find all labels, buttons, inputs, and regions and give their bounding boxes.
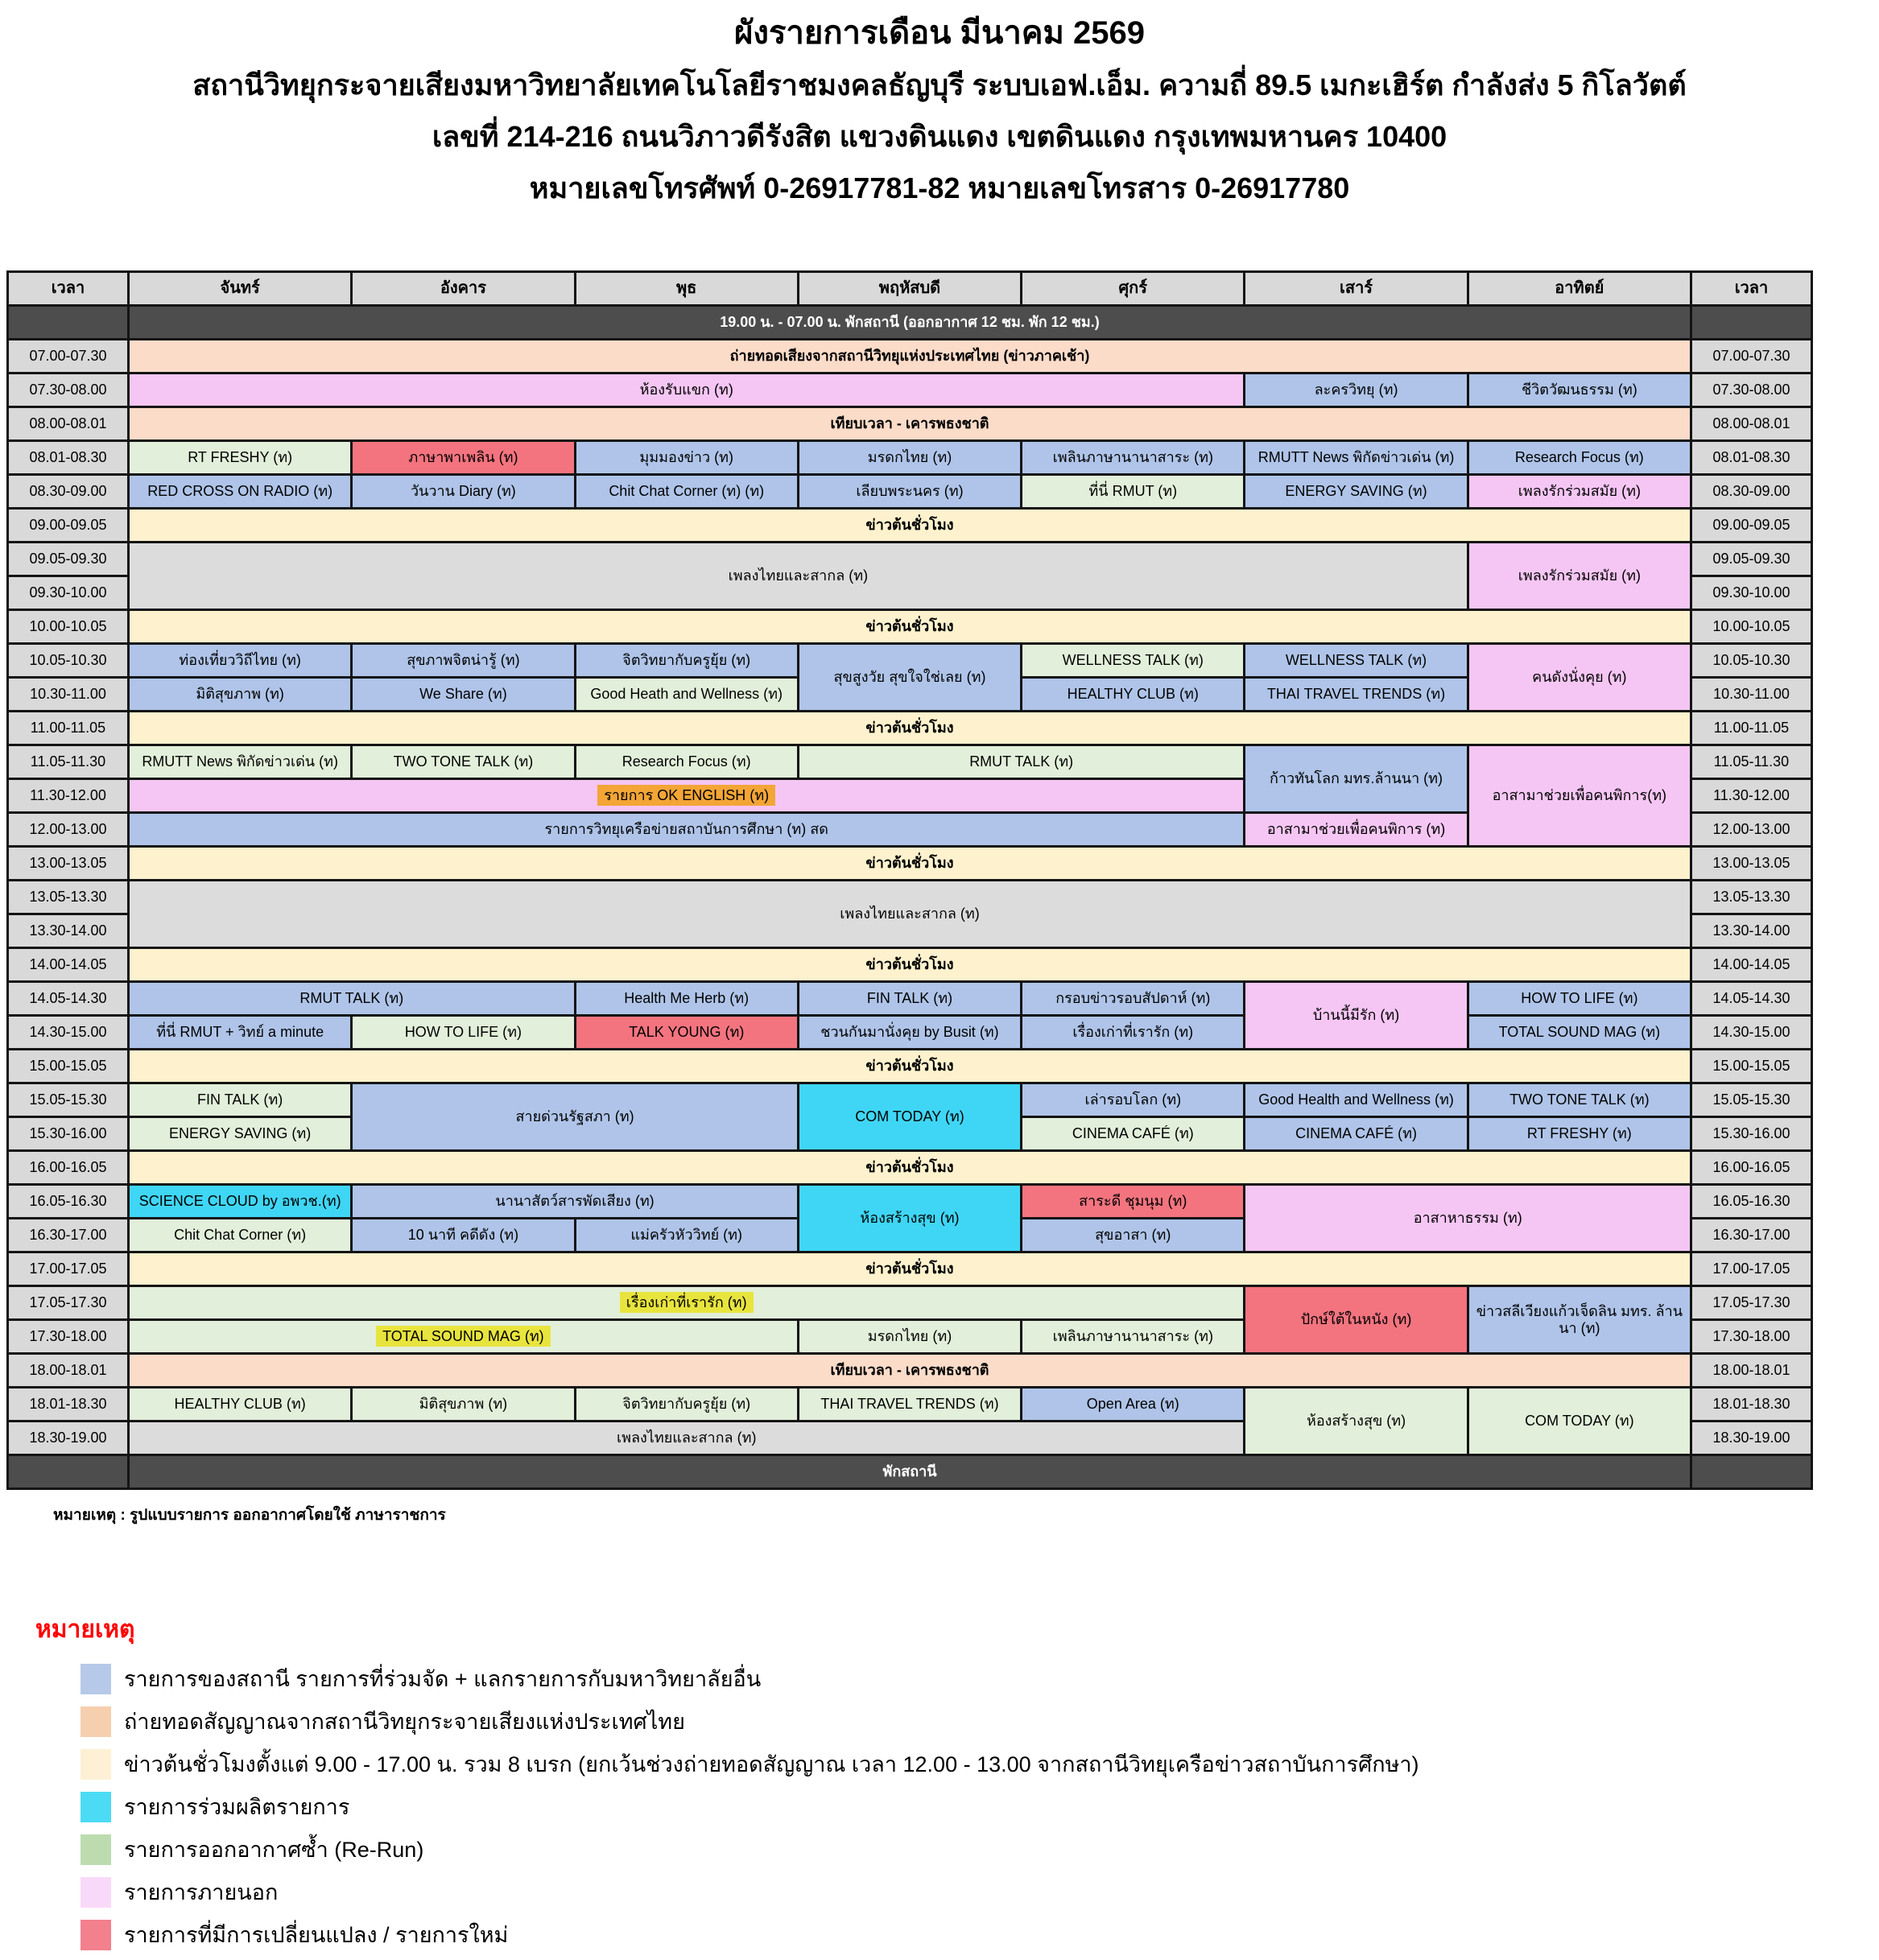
program-cell: Research Focus (ท): [575, 745, 798, 779]
column-header-time: เวลา: [8, 272, 129, 306]
column-header-day: ศุกร์: [1022, 272, 1245, 306]
program-cell: เพลงรักร่วมสมัย (ท): [1468, 543, 1691, 610]
legend-item: [81, 1789, 1879, 1824]
program-cell: เพลงไทยและสากล (ท): [129, 1422, 1245, 1455]
program-cell: พักสถานี: [129, 1455, 1691, 1489]
program-cell: มรดกไทย (ท): [798, 1320, 1021, 1354]
time-cell-left: 10.00-10.05: [8, 610, 129, 644]
legend-items: [35, 1661, 1879, 1952]
program-cell: TWO TONE TALK (ท): [1468, 1083, 1691, 1117]
program-cell: เพลงไทยและสากล (ท): [129, 543, 1468, 610]
time-cell-right: [1691, 306, 1812, 340]
highlighted-program-title: เรื่องเก่าที่เรารัก (ท): [620, 1292, 754, 1313]
program-cell: RT FRESHY (ท): [129, 441, 352, 475]
time-cell-right: 07.00-07.30: [1691, 340, 1812, 373]
program-cell: บ้านนี้มีรัก (ท): [1245, 982, 1468, 1050]
program-cell: 10 นาที คดีดัง (ท): [352, 1219, 575, 1252]
program-cell: เทียบเวลา - เคารพธงชาติ: [129, 1354, 1691, 1388]
time-cell-right: 14.30-15.00: [1691, 1016, 1812, 1050]
program-cell: ห้องรับแขก (ท): [129, 373, 1245, 407]
time-cell-right: 17.00-17.05: [1691, 1252, 1812, 1286]
time-cell-left: 17.30-18.00: [8, 1320, 129, 1354]
time-cell-left: 08.30-09.00: [8, 475, 129, 509]
legend: [35, 1611, 1879, 1952]
column-header-day: อังคาร: [352, 272, 575, 306]
column-header-day: อาทิตย์: [1468, 272, 1691, 306]
highlighted-program-title: TOTAL SOUND MAG (ท): [376, 1326, 551, 1347]
program-cell: ข่าวต้นชั่วโมง: [129, 1151, 1691, 1185]
schedule-body: [8, 306, 1812, 1489]
program-cell: Chit Chat Corner (ท) (ท): [575, 475, 798, 509]
time-cell-right: 11.05-11.30: [1691, 745, 1812, 779]
program-cell: Good Heath and Wellness (ท): [575, 678, 798, 712]
time-cell-right: 14.05-14.30: [1691, 982, 1812, 1016]
legend-color-swatch: [81, 1920, 111, 1950]
program-cell: COM TODAY (ท): [798, 1083, 1021, 1151]
legend-item: [81, 1747, 1879, 1781]
time-cell-right: 12.00-13.00: [1691, 813, 1812, 847]
program-cell: ชีวิตวัฒนธรรม (ท): [1468, 373, 1691, 407]
time-cell-left: 09.30-10.00: [8, 576, 129, 610]
time-cell-right: 15.05-15.30: [1691, 1083, 1812, 1117]
program-cell: ที่นี่ RMUT + วิทย์ a minute: [129, 1016, 352, 1050]
time-cell-left: 14.30-15.00: [8, 1016, 129, 1050]
program-cell: กรอบข่าวรอบสัปดาห์ (ท): [1022, 982, 1245, 1016]
time-cell-right: 16.00-16.05: [1691, 1151, 1812, 1185]
program-cell: ENERGY SAVING (ท): [129, 1117, 352, 1151]
program-cell: เทียบเวลา - เคารพธงชาติ: [129, 407, 1691, 441]
legend-item: [81, 1704, 1879, 1739]
program-cell: ก้าวทันโลก มทร.ล้านนา (ท): [1245, 745, 1468, 813]
time-cell-right: 09.00-09.05: [1691, 509, 1812, 543]
column-header-time: เวลา: [1691, 272, 1812, 306]
time-cell-right: 18.01-18.30: [1691, 1388, 1812, 1422]
time-cell-right: 10.30-11.00: [1691, 678, 1812, 712]
time-cell-right: 14.00-14.05: [1691, 948, 1812, 982]
program-cell: สุขภาพจิตน่ารู้ (ท): [352, 644, 575, 678]
station-phone-line: หมายเลขโทรศัพท์ 0-26917781-82 หมายเลขโทรสาร 0-26917780: [529, 171, 1350, 204]
program-cell: อาสามาช่วยเพื่อคนพิการ(ท): [1468, 745, 1691, 847]
time-cell-right: 13.00-13.05: [1691, 847, 1812, 881]
program-cell: RED CROSS ON RADIO (ท): [129, 475, 352, 509]
program-cell: ละครวิทยุ (ท): [1245, 373, 1468, 407]
time-cell-right: 10.05-10.30: [1691, 644, 1812, 678]
time-cell-right: 16.05-16.30: [1691, 1185, 1812, 1219]
time-cell-right: 08.00-08.01: [1691, 407, 1812, 441]
program-cell: Chit Chat Corner (ท): [129, 1219, 352, 1252]
program-cell: ถ่ายทอดเสียงจากสถานีวิทยุแห่งประเทศไทย (ข่าวภาคเช้า): [129, 340, 1691, 373]
program-cell: สุขสูงวัย สุขใจใช่เลย (ท): [798, 644, 1021, 712]
legend-color-swatch: [81, 1706, 111, 1737]
program-cell: ห้องสร้างสุข (ท): [798, 1185, 1021, 1252]
time-cell-left: 11.05-11.30: [8, 745, 129, 779]
program-cell: ห้องสร้างสุข (ท): [1245, 1388, 1468, 1455]
program-cell: เพลงไทยและสากล (ท): [129, 881, 1691, 948]
program-cell: FIN TALK (ท): [798, 982, 1021, 1016]
program-cell: HEALTHY CLUB (ท): [129, 1388, 352, 1422]
time-cell-left: 09.05-09.30: [8, 543, 129, 576]
column-header-day: เสาร์: [1245, 272, 1468, 306]
program-cell: สาระดี ชุมนุม (ท): [1022, 1185, 1245, 1219]
legend-label: ถ่ายทอดสัญญาณจากสถานีวิทยุกระจายเสียงแห่งประเทศไทย: [124, 1710, 685, 1734]
time-cell-left: 13.00-13.05: [8, 847, 129, 881]
legend-label: รายการของสถานี รายการที่ร่วมจัด + แลกรายการกับมหาวิทยาลัยอื่น: [124, 1667, 762, 1691]
time-cell-left: 10.30-11.00: [8, 678, 129, 712]
legend-item: [81, 1832, 1879, 1867]
time-cell-right: 09.05-09.30: [1691, 543, 1812, 576]
program-cell: We Share (ท): [352, 678, 575, 712]
program-cell: ข่าวต้นชั่วโมง: [129, 1252, 1691, 1286]
program-cell: แม่ครัวหัววิทย์ (ท): [575, 1219, 798, 1252]
legend-label: รายการภายนอก: [124, 1880, 279, 1904]
program-cell: HOW TO LIFE (ท): [1468, 982, 1691, 1016]
station-address-line: เลขที่ 214-216 ถนนวิภาวดีรังสิต แขวงดินแดง เขตดินแดง กรุงเทพมหานคร 10400: [432, 120, 1447, 153]
program-cell: เล่ารอบโลก (ท): [1022, 1083, 1245, 1117]
program-cell: รายการวิทยุเครือข่ายสถาบันการศึกษา (ท) สด: [129, 813, 1245, 847]
program-cell: ENERGY SAVING (ท): [1245, 475, 1468, 509]
time-cell-left: 18.30-19.00: [8, 1422, 129, 1455]
program-cell: ข่าวต้นชั่วโมง: [129, 847, 1691, 881]
schedule-head: [8, 272, 1812, 306]
program-cell: COM TODAY (ท): [1468, 1388, 1691, 1455]
program-cell: เรื่องเก่าที่เรารัก (ท): [1022, 1016, 1245, 1050]
time-cell-left: 16.00-16.05: [8, 1151, 129, 1185]
program-cell: นานาสัตว์สารพัดเสียง (ท): [352, 1185, 799, 1219]
time-cell-right: 15.00-15.05: [1691, 1050, 1812, 1083]
program-cell: จิตวิทยากับครูยุ้ย (ท): [575, 644, 798, 678]
program-cell: สุขอาสา (ท): [1022, 1219, 1245, 1252]
time-cell-left: 17.05-17.30: [8, 1286, 129, 1320]
time-cell-left: 08.01-08.30: [8, 441, 129, 475]
time-cell-left: [8, 1455, 129, 1489]
program-cell: FIN TALK (ท): [129, 1083, 352, 1117]
time-cell-right: 16.30-17.00: [1691, 1219, 1812, 1252]
program-cell: 19.00 น. - 07.00 น. พักสถานี (ออกอากาศ 12 ชม. พัก 12 ชม.): [129, 306, 1691, 340]
program-cell: CINEMA CAFÉ (ท): [1022, 1117, 1245, 1151]
time-cell-right: 08.01-08.30: [1691, 441, 1812, 475]
time-cell-left: 08.00-08.01: [8, 407, 129, 441]
program-cell: ข่าวต้นชั่วโมง: [129, 712, 1691, 745]
program-cell: TWO TONE TALK (ท): [352, 745, 575, 779]
program-cell: เพลงรักร่วมสมัย (ท): [1468, 475, 1691, 509]
program-cell: มุมมองข่าว (ท): [575, 441, 798, 475]
program-cell: TOTAL SOUND MAG (ท): [1468, 1016, 1691, 1050]
program-cell: มิติสุขภาพ (ท): [129, 678, 352, 712]
program-cell: อาสาหาธรรม (ท): [1245, 1185, 1691, 1252]
table-footnote: หมายเหตุ : รูปแบบรายการ ออกอากาศโดยใช้ ภาษาราชการ: [53, 1507, 446, 1524]
program-cell: CINEMA CAFÉ (ท): [1245, 1117, 1468, 1151]
legend-label: รายการที่มีการเปลี่ยนแปลง / รายการใหม่: [124, 1923, 509, 1947]
program-cell: ข่าวต้นชั่วโมง: [129, 948, 1691, 982]
program-cell: คนดังนั่งคุย (ท): [1468, 644, 1691, 712]
legend-item: [81, 1661, 1879, 1696]
column-header-day: พฤหัสบดี: [798, 272, 1021, 306]
legend-color-swatch: [81, 1792, 111, 1822]
program-cell: [129, 779, 1245, 813]
time-cell-left: 07.30-08.00: [8, 373, 129, 407]
legend-label: ข่าวต้นชั่วโมงตั้งแต่ 9.00 - 17.00 น. รวม 8 เบรก (ยกเว้นช่วงถ่ายทอดสัญญาณ เวลา 12.00 - 13.00 จากสถานีวิทยุเครือข่าวสถาบันการศึกษา): [124, 1752, 1419, 1776]
time-cell-right: 17.05-17.30: [1691, 1286, 1812, 1320]
time-cell-right: 17.30-18.00: [1691, 1320, 1812, 1354]
program-cell: จิตวิทยากับครูยุ้ย (ท): [575, 1388, 798, 1422]
time-cell-left: 11.30-12.00: [8, 779, 129, 813]
program-cell: THAI TRAVEL TRENDS (ท): [798, 1388, 1021, 1422]
program-cell: ข่าวต้นชั่วโมง: [129, 610, 1691, 644]
time-cell-left: 11.00-11.05: [8, 712, 129, 745]
time-cell-right: 10.00-10.05: [1691, 610, 1812, 644]
program-cell: HEALTHY CLUB (ท): [1022, 678, 1245, 712]
station-name-line: สถานีวิทยุกระจายเสียงมหาวิทยาลัยเทคโนโลยีราชมงคลธัญบุรี ระบบเอฟ.เอ็ม. ความถี่ 89.5 เมกะเฮิร์ต กำลังส่ง 5 กิโลวัตต์: [192, 68, 1687, 101]
time-cell-right: 08.30-09.00: [1691, 475, 1812, 509]
time-cell-left: 10.05-10.30: [8, 644, 129, 678]
time-cell-left: 15.00-15.05: [8, 1050, 129, 1083]
time-cell-left: 13.30-14.00: [8, 914, 129, 948]
time-cell-left: 18.01-18.30: [8, 1388, 129, 1422]
program-cell: RT FRESHY (ท): [1468, 1117, 1691, 1151]
program-cell: ข่าวต้นชั่วโมง: [129, 1050, 1691, 1083]
time-cell-left: 09.00-09.05: [8, 509, 129, 543]
time-cell-right: 11.00-11.05: [1691, 712, 1812, 745]
column-header-day: พุธ: [575, 272, 798, 306]
program-cell: HOW TO LIFE (ท): [352, 1016, 575, 1050]
program-cell: ข่าวต้นชั่วโมง: [129, 509, 1691, 543]
legend-label: รายการร่วมผลิตรายการ: [124, 1795, 350, 1819]
time-cell-left: 07.00-07.30: [8, 340, 129, 373]
column-header-day: จันทร์: [129, 272, 352, 306]
time-cell-left: 15.05-15.30: [8, 1083, 129, 1117]
time-cell-left: 14.05-14.30: [8, 982, 129, 1016]
program-cell: WELLNESS TALK (ท): [1022, 644, 1245, 678]
time-cell-left: 14.00-14.05: [8, 948, 129, 982]
program-cell: ปักษ์ใต้ในหนัง (ท): [1245, 1286, 1468, 1354]
time-cell-left: 18.00-18.01: [8, 1354, 129, 1388]
program-cell: TALK YOUNG (ท): [575, 1016, 798, 1050]
time-cell-right: 11.30-12.00: [1691, 779, 1812, 813]
highlighted-program-title: รายการ OK ENGLISH (ท): [597, 785, 775, 806]
time-cell-left: [8, 306, 129, 340]
program-cell: Open Area (ท): [1022, 1388, 1245, 1422]
legend-color-swatch: [81, 1749, 111, 1780]
program-cell: มรดกไทย (ท): [798, 441, 1021, 475]
legend-label: รายการออกอากาศซ้ำ (Re-Run): [124, 1838, 424, 1862]
program-cell: Health Me Herb (ท): [575, 982, 798, 1016]
time-cell-left: 16.30-17.00: [8, 1219, 129, 1252]
program-cell: ท่องเที่ยววิถีไทย (ท): [129, 644, 352, 678]
page-title: ผังรายการเดือน มีนาคม 2569: [733, 15, 1146, 51]
program-cell: [129, 1320, 799, 1354]
time-cell-left: 13.05-13.30: [8, 881, 129, 914]
time-cell-right: 09.30-10.00: [1691, 576, 1812, 610]
program-cell: RMUTT News พิกัดข่าวเด่น (ท): [1245, 441, 1468, 475]
program-cell: RMUT TALK (ท): [798, 745, 1245, 779]
program-cell: ภาษาพาเพลิน (ท): [352, 441, 575, 475]
program-cell: เพลินภาษานานาสาระ (ท): [1022, 1320, 1245, 1354]
time-cell-right: [1691, 1455, 1812, 1489]
time-cell-right: 18.00-18.01: [1691, 1354, 1812, 1388]
program-cell: อาสามาช่วยเพื่อคนพิการ (ท): [1245, 813, 1468, 847]
program-cell: ข่าวสลีเวียงแก้วเจ็ดลิน มทร. ล้านนา (ท): [1468, 1286, 1691, 1354]
time-cell-left: 15.30-16.00: [8, 1117, 129, 1151]
time-cell-left: 12.00-13.00: [8, 813, 129, 847]
program-cell: RMUTT News พิกัดข่าวเด่น (ท): [129, 745, 352, 779]
schedule-table: [6, 270, 1813, 1490]
program-cell: SCIENCE CLOUD by อพวช.(ท): [129, 1185, 352, 1219]
time-cell-right: 13.05-13.30: [1691, 881, 1812, 914]
time-cell-left: 16.05-16.30: [8, 1185, 129, 1219]
legend-item: [81, 1917, 1879, 1952]
program-cell: RMUT TALK (ท): [129, 982, 576, 1016]
program-cell: [129, 1286, 1245, 1320]
program-cell: Good Health and Wellness (ท): [1245, 1083, 1468, 1117]
legend-color-swatch: [81, 1664, 111, 1694]
program-cell: เลียบพระนคร (ท): [798, 475, 1021, 509]
time-cell-right: 15.30-16.00: [1691, 1117, 1812, 1151]
program-cell: มิติสุขภาพ (ท): [352, 1388, 575, 1422]
program-cell: สายด่วนรัฐสภา (ท): [352, 1083, 799, 1151]
legend-item: [81, 1875, 1879, 1909]
page-header: [0, 0, 1879, 214]
program-cell: เพลินภาษานานาสาระ (ท): [1022, 441, 1245, 475]
program-cell: ที่นี่ RMUT (ท): [1022, 475, 1245, 509]
program-cell: THAI TRAVEL TRENDS (ท): [1245, 678, 1468, 712]
program-cell: วันวาน Diary (ท): [352, 475, 575, 509]
time-cell-right: 18.30-19.00: [1691, 1422, 1812, 1455]
program-cell: Research Focus (ท): [1468, 441, 1691, 475]
time-cell-right: 13.30-14.00: [1691, 914, 1812, 948]
program-cell: WELLNESS TALK (ท): [1245, 644, 1468, 678]
legend-color-swatch: [81, 1877, 111, 1908]
time-cell-left: 17.00-17.05: [8, 1252, 129, 1286]
time-cell-right: 07.30-08.00: [1691, 373, 1812, 407]
legend-color-swatch: [81, 1834, 111, 1865]
legend-title: หมายเหตุ: [35, 1616, 135, 1643]
program-cell: ชวนกันมานั่งคุย by Busit (ท): [798, 1016, 1021, 1050]
